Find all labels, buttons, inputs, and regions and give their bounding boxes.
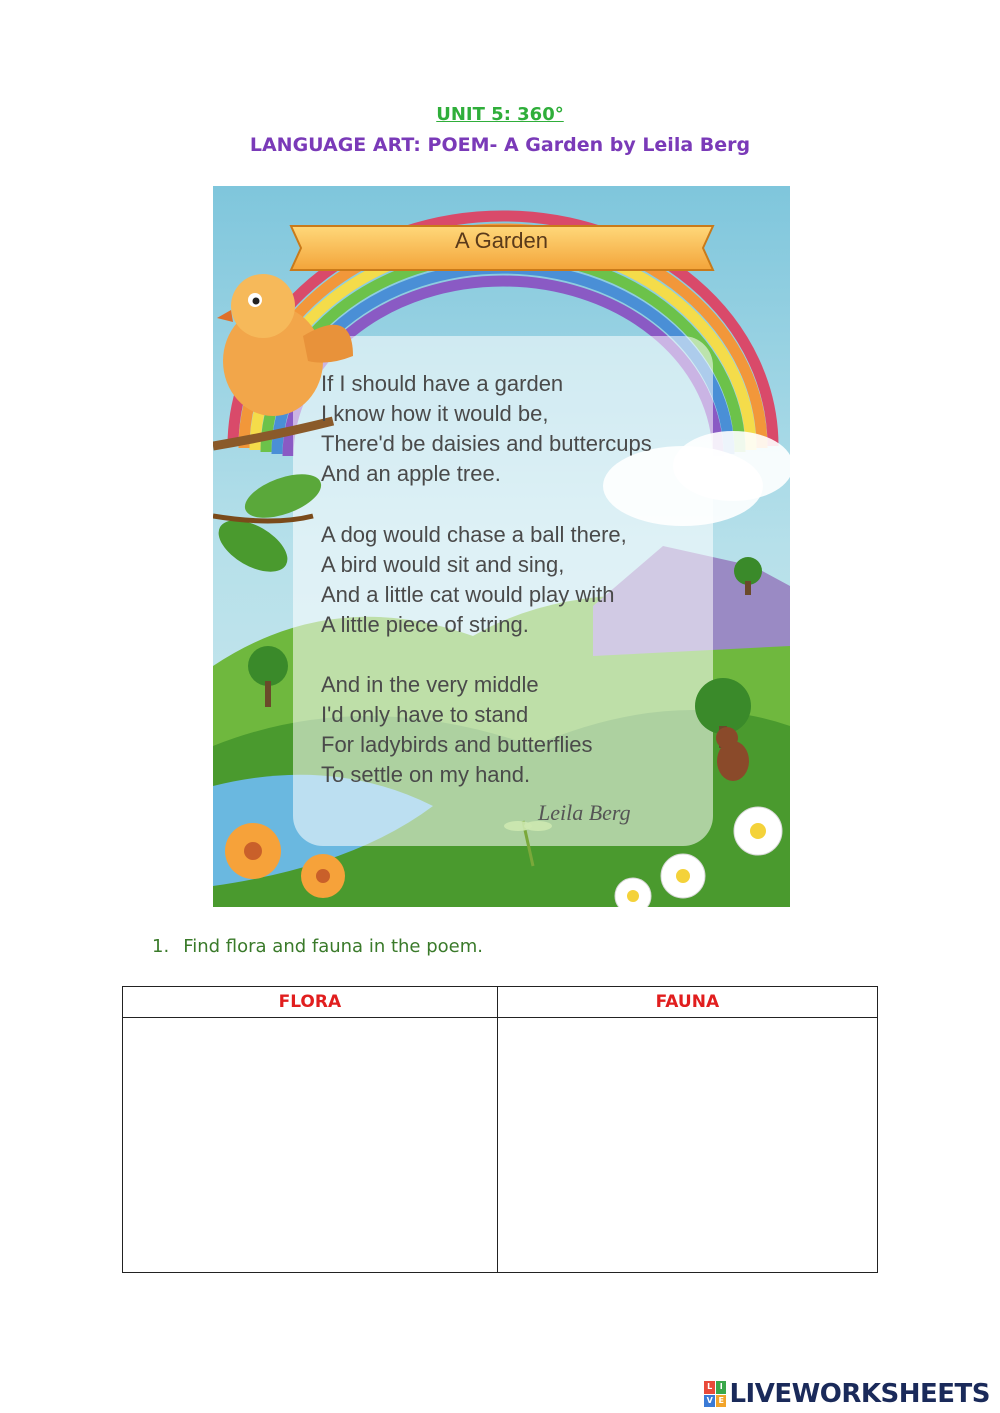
poem-illustration bbox=[213, 186, 790, 907]
poem-line: And an apple tree. bbox=[321, 461, 501, 486]
poem-line: For ladybirds and butterflies bbox=[321, 732, 593, 757]
fauna-header: FAUNA bbox=[497, 987, 877, 1018]
liveworksheets-logo bbox=[704, 1379, 990, 1409]
unit-title: UNIT 5: 360° bbox=[436, 104, 564, 125]
poem-line: And a little cat would play with bbox=[321, 582, 615, 607]
poem-stanza bbox=[321, 670, 592, 790]
poem-line: A little piece of string. bbox=[321, 612, 529, 637]
poem-line: If I should have a garden bbox=[321, 371, 564, 396]
question-1 bbox=[152, 936, 483, 957]
poem-line: To settle on my hand. bbox=[321, 762, 531, 787]
flora-fauna-table bbox=[122, 986, 878, 1273]
poem-stanza bbox=[321, 369, 652, 489]
poem-line: And in the very middle bbox=[321, 672, 539, 697]
poem-line: I'd only have to stand bbox=[321, 702, 529, 727]
lesson-title: LANGUAGE ART: POEM- A Garden by Leila Berg bbox=[249, 134, 751, 156]
live-badge-icon bbox=[704, 1381, 726, 1407]
poem-line: There'd be daisies and buttercups bbox=[321, 431, 652, 456]
badge-letter: V bbox=[704, 1395, 715, 1408]
fauna-answer-cell[interactable] bbox=[497, 1018, 877, 1273]
flora-header: FLORA bbox=[123, 987, 498, 1018]
brand-name: LIVEWORKSHEETS bbox=[729, 1379, 990, 1409]
flora-answer-cell[interactable] bbox=[123, 1018, 498, 1273]
badge-letter: I bbox=[716, 1381, 727, 1394]
poem-line: A dog would chase a ball there, bbox=[321, 522, 627, 547]
poem-title: A Garden bbox=[455, 228, 548, 253]
question-number: 1. bbox=[152, 936, 170, 957]
badge-letter: E bbox=[716, 1395, 727, 1408]
poem-stanza bbox=[321, 520, 627, 640]
author-signature: Leila Berg bbox=[538, 800, 631, 825]
poem-line: A bird would sit and sing, bbox=[321, 552, 565, 577]
badge-letter: L bbox=[704, 1381, 715, 1394]
table-header-row bbox=[123, 987, 878, 1018]
poem-line: I know how it would be, bbox=[321, 401, 549, 426]
table-answer-row bbox=[123, 1018, 878, 1273]
question-text: Find flora and fauna in the poem. bbox=[183, 936, 483, 957]
